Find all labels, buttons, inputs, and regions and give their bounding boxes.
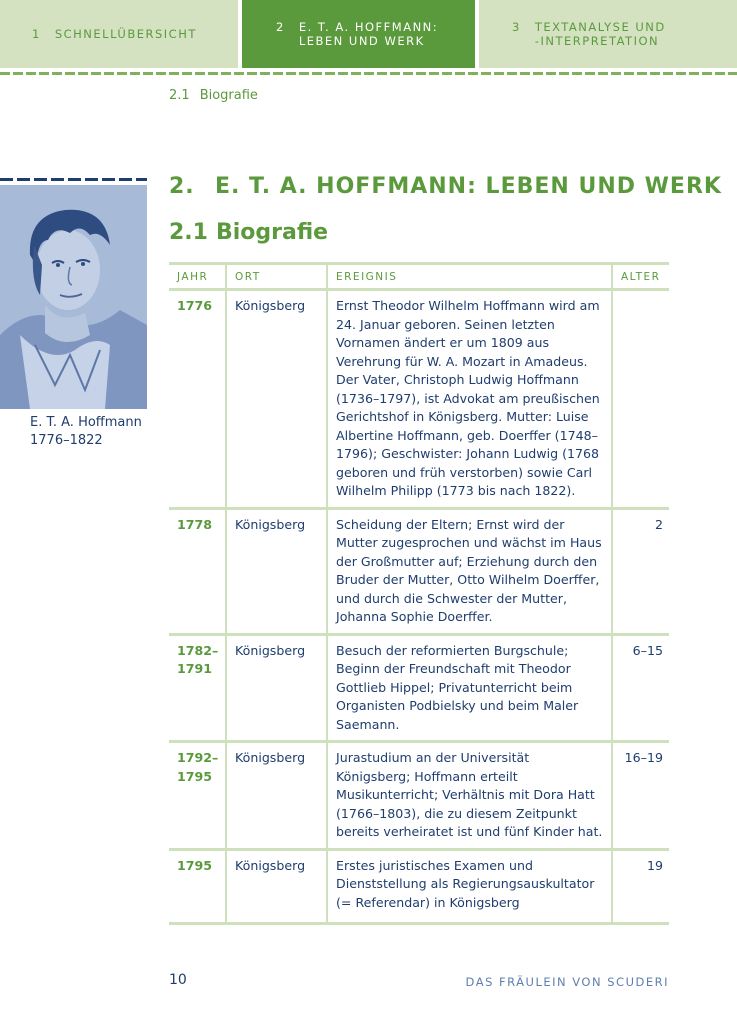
- chapter-number: 2.: [169, 174, 195, 199]
- cell-event: Erstes juristisches Examen und Dienststellung als Regierungsauskultator (= Referendar) in Königsberg: [327, 849, 612, 924]
- table-row: [169, 634, 669, 742]
- cell-event: Ernst Theodor Wilhelm Hoffmann wird am 24. Januar geboren. Seinen letzten Vornamen ändert er um 1809 aus Verehrung für W. A. Mozart in Amadeus. Der Vater, Christoph Ludwig Hoffmann (1736–1797), ist Advokat am preußischen Gerichtshof in Königsberg. Mutter: Luise Albertine Hoffmann, geb. Doerffer (1748–1796); Geschwister: Johann Ludwig (1768 geboren und früh verstorben) sowie Carl Wilhelm Philipp (1773 bis nach 1822).: [327, 290, 612, 509]
- section-heading: [169, 220, 328, 245]
- breadcrumb: [169, 88, 258, 103]
- page-number: 10: [169, 972, 187, 988]
- caption-name: E. T. A. Hoffmann: [30, 415, 142, 430]
- cell-age: 16–19: [612, 742, 669, 850]
- table-row: [169, 849, 669, 924]
- header-divider: [0, 72, 737, 75]
- table-header-row: [169, 264, 669, 290]
- tab-number: 2: [276, 20, 285, 34]
- caption-years: 1776–1822: [30, 433, 103, 448]
- chapter-tabs: [0, 0, 737, 68]
- header-event: EREIGNIS: [327, 264, 612, 290]
- portrait-image: [0, 185, 147, 409]
- portrait-caption: [30, 414, 142, 450]
- tab-number: 1: [32, 27, 41, 41]
- table-row: [169, 742, 669, 850]
- tab-textanalyse[interactable]: [479, 0, 737, 68]
- cell-age: 6–15: [612, 634, 669, 742]
- header-age: ALTER: [612, 264, 669, 290]
- cell-age: 19: [612, 849, 669, 924]
- cell-event: Besuch der reformierten Burgschule; Beginn der Freundschaft mit Theodor Gottlieb Hippel; Privatunterricht beim Organisten Podbielsky und beim Maler Saemann.: [327, 634, 612, 742]
- tab-label: E. T. A. HOFFMANN: LEBEN UND WERK: [298, 20, 439, 48]
- cell-place: Königsberg: [226, 742, 327, 850]
- cell-year: 1776: [169, 290, 226, 509]
- cell-age: [612, 290, 669, 509]
- section-title: Biografie: [215, 220, 329, 245]
- portrait-divider: [0, 178, 147, 181]
- tab-schnelluebersicht[interactable]: [0, 0, 238, 68]
- running-title: DAS FRÄULEIN VON SCUDERI: [465, 975, 669, 989]
- tab-label: SCHNELLÜBERSICHT: [54, 27, 197, 41]
- cell-year: 1795: [169, 849, 226, 924]
- chapter-title: E. T. A. HOFFMANN: LEBEN UND WERK: [215, 174, 722, 199]
- cell-place: Königsberg: [226, 508, 327, 634]
- cell-year: 1782– 1791: [169, 634, 226, 742]
- header-year: JAHR: [169, 264, 226, 290]
- cell-place: Königsberg: [226, 849, 327, 924]
- cell-event: Jurastudium an der Universität Königsberg; Hoffmann erteilt Musikunterricht; Verhältnis mit Dora Hatt (1766–1803), die zu diesem Zeitpunkt bereits verheiratet ist und fünf Kinder hat.: [327, 742, 612, 850]
- section-number: 2.1: [169, 220, 208, 245]
- tab-leben-und-werk[interactable]: [242, 0, 475, 68]
- cell-age: 2: [612, 508, 669, 634]
- cell-place: Königsberg: [226, 290, 327, 509]
- breadcrumb-label: Biografie: [199, 88, 258, 103]
- cell-event: Scheidung der Eltern; Ernst wird der Mutter zugesprochen und wächst im Haus der Großmutter auf; Erziehung durch den Bruder der Mutter, Otto Wilhelm Doerffer, und durch die Schwester der Mutter, Johanna Sophie Doerffer.: [327, 508, 612, 634]
- cell-place: Königsberg: [226, 634, 327, 742]
- table-row: [169, 508, 669, 634]
- biography-table: [169, 262, 669, 925]
- header-place: ORT: [226, 264, 327, 290]
- chapter-heading: [169, 174, 722, 199]
- hoffmann-portrait-illustration: [0, 185, 147, 409]
- cell-year: 1792– 1795: [169, 742, 226, 850]
- tab-number: 3: [512, 20, 521, 34]
- table-row: [169, 290, 669, 509]
- cell-year: 1778: [169, 508, 226, 634]
- breadcrumb-number: 2.1: [169, 88, 190, 103]
- tab-label: TEXTANALYSE UND -INTERPRETATION: [534, 20, 666, 48]
